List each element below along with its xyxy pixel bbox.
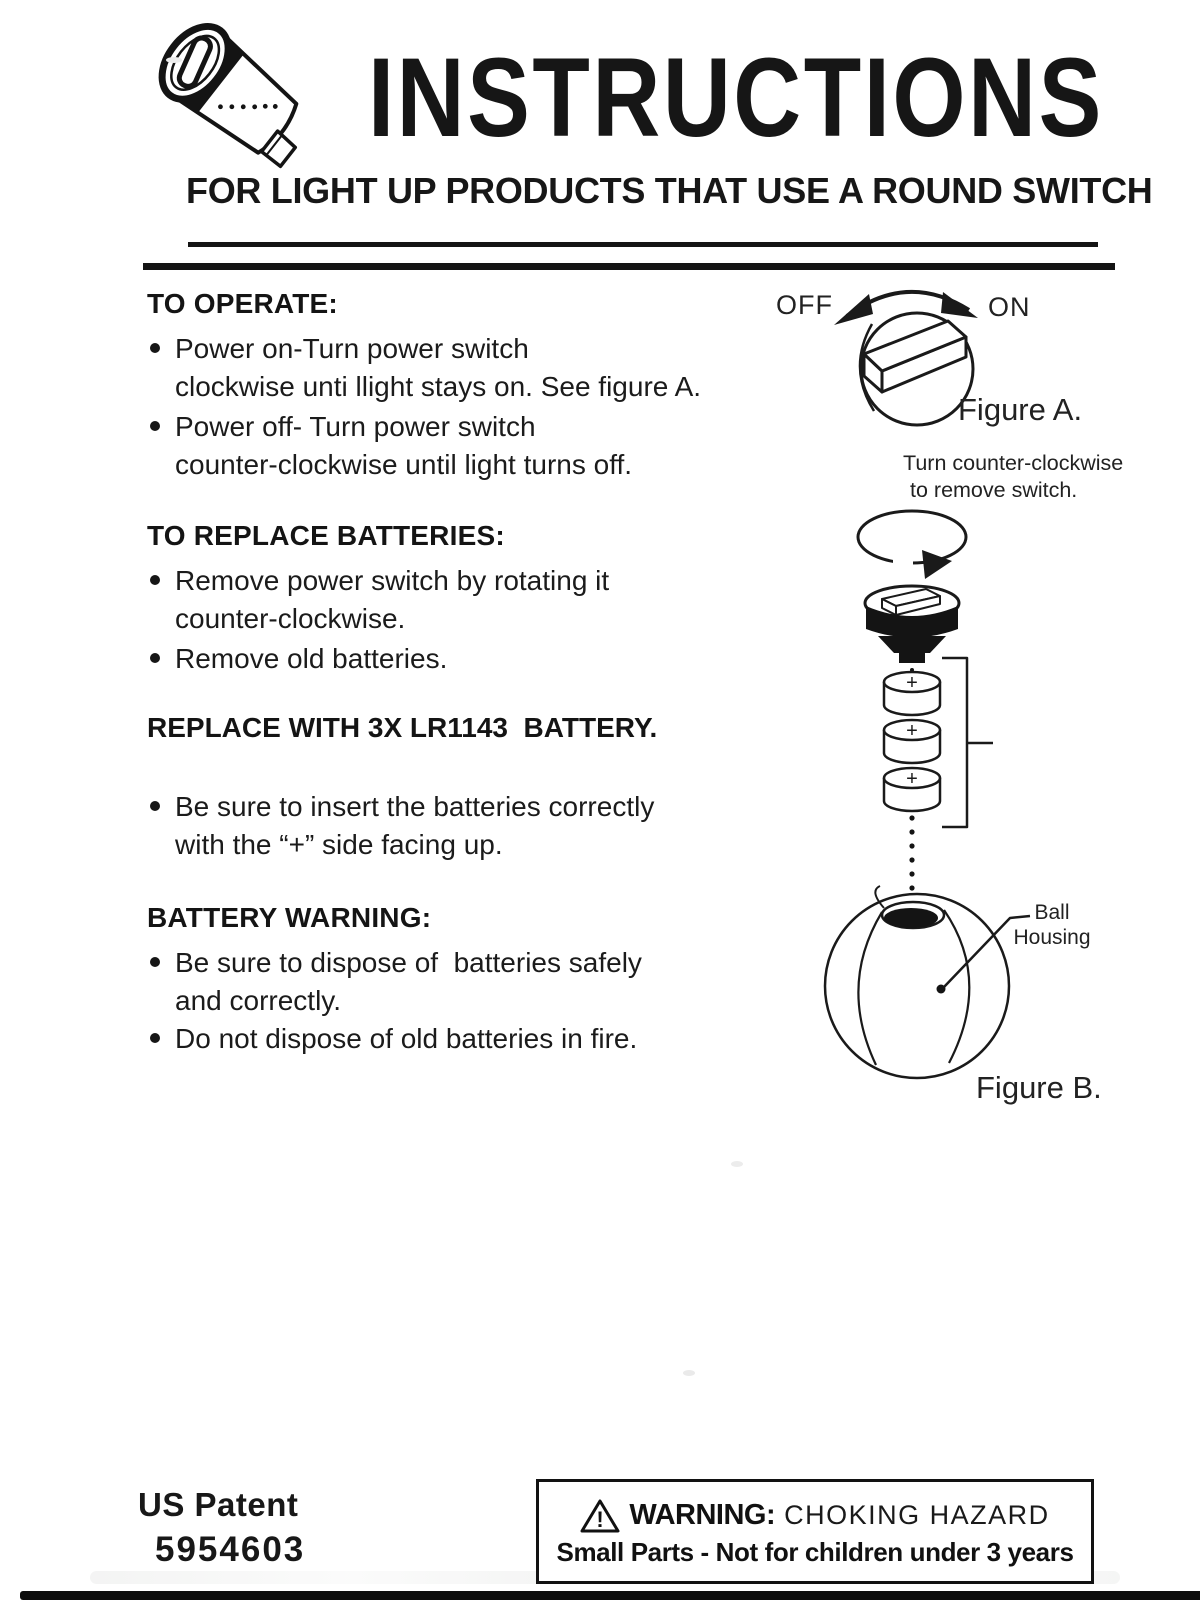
bullet-text-line: counter-clockwise until light turns off. [175, 449, 633, 480]
bottom-scan-edge-bar [20, 1591, 1200, 1600]
divider-rule-thick [143, 263, 1115, 270]
scan-smudge [683, 1370, 695, 1376]
bullet-icon [150, 1033, 160, 1043]
bullet-icon [150, 575, 160, 585]
choking-hazard-warning-box [536, 1479, 1094, 1584]
figure-a-caption: Figure A. [958, 392, 1083, 427]
heading-to-operate: TO OPERATE: [147, 288, 338, 319]
note-line: Turn counter-clockwise [903, 451, 1124, 475]
ball-housing-label [1002, 900, 1102, 950]
battery-spec-line: REPLACE WITH 3X LR1143 BATTERY. [147, 712, 658, 743]
list-item [148, 944, 788, 1020]
warning-line-2: Small Parts - Not for children under 3 years [556, 1536, 1074, 1567]
bullet-text-line: Power off- Turn power switch [175, 411, 536, 442]
bullet-text-line: Be sure to dispose of batteries safely [175, 947, 642, 978]
battery-plus-mark: + [906, 768, 918, 790]
bullet-icon [150, 957, 160, 967]
round-switch-illustration [148, 14, 363, 194]
scan-smudge [731, 1161, 743, 1167]
bullet-text-line: with the “+” side facing up. [175, 829, 503, 860]
note-line: to remove switch. [910, 478, 1078, 502]
bullet-text-line: Do not dispose of old batteries in fire. [175, 1023, 638, 1054]
figure-b-caption: Figure B. [976, 1070, 1102, 1105]
list-item [148, 640, 788, 678]
list-item [148, 330, 788, 406]
list-item [148, 788, 788, 864]
bullet-text-line: and correctly. [175, 985, 341, 1016]
bullet-text-line: Remove old batteries. [175, 643, 448, 674]
bullet-text-line: Be sure to insert the batteries correctly [175, 791, 655, 822]
heading-replace-batteries: TO REPLACE BATTERIES: [147, 520, 505, 551]
list-item [148, 562, 788, 638]
heading-battery-warning: BATTERY WARNING: [147, 902, 432, 933]
bullet-icon [150, 343, 160, 353]
list-item [148, 408, 788, 484]
bullet-text-line: Power on-Turn power switch [175, 333, 529, 364]
bullet-icon [150, 801, 160, 811]
bracket [942, 658, 967, 827]
bullet-icon [150, 421, 160, 431]
warning-word: WARNING: [629, 1499, 776, 1531]
label-line: Ball [1034, 901, 1070, 924]
patent-label: US Patent [138, 1486, 299, 1523]
bullet-text-line: Remove power switch by rotating it [175, 565, 610, 596]
warning-exclamation: ! [596, 1506, 604, 1532]
counter-clockwise-ellipse-arrow-icon [858, 511, 966, 563]
bullet-text-line: clockwise unti llight stays on. See figure A. [175, 371, 702, 402]
hazard-text: CHOKING HAZARD [784, 1500, 1050, 1530]
warning-line-1 [580, 1498, 1049, 1534]
page-title: INSTRUCTIONS [368, 35, 1104, 160]
bullet-text-line: counter-clockwise. [175, 603, 406, 634]
battery-plus-mark: + [906, 672, 918, 694]
label-line: Housing [1013, 926, 1091, 949]
figure-a-on-label: ON [988, 292, 1031, 322]
page-subtitle: FOR LIGHT UP PRODUCTS THAT USE A ROUND SWITCH [186, 170, 1153, 211]
patent-number: 5954603 [155, 1530, 306, 1569]
figure-a-note [903, 450, 1123, 504]
battery-plus-mark: + [906, 720, 918, 742]
figure-a-off-label: OFF [776, 290, 833, 320]
list-item [148, 1020, 788, 1058]
divider-rule-thin [188, 242, 1098, 247]
bullet-icon [150, 653, 160, 663]
warning-triangle-icon [580, 1498, 620, 1534]
exploded-switch-battery-diagram [830, 498, 1015, 908]
